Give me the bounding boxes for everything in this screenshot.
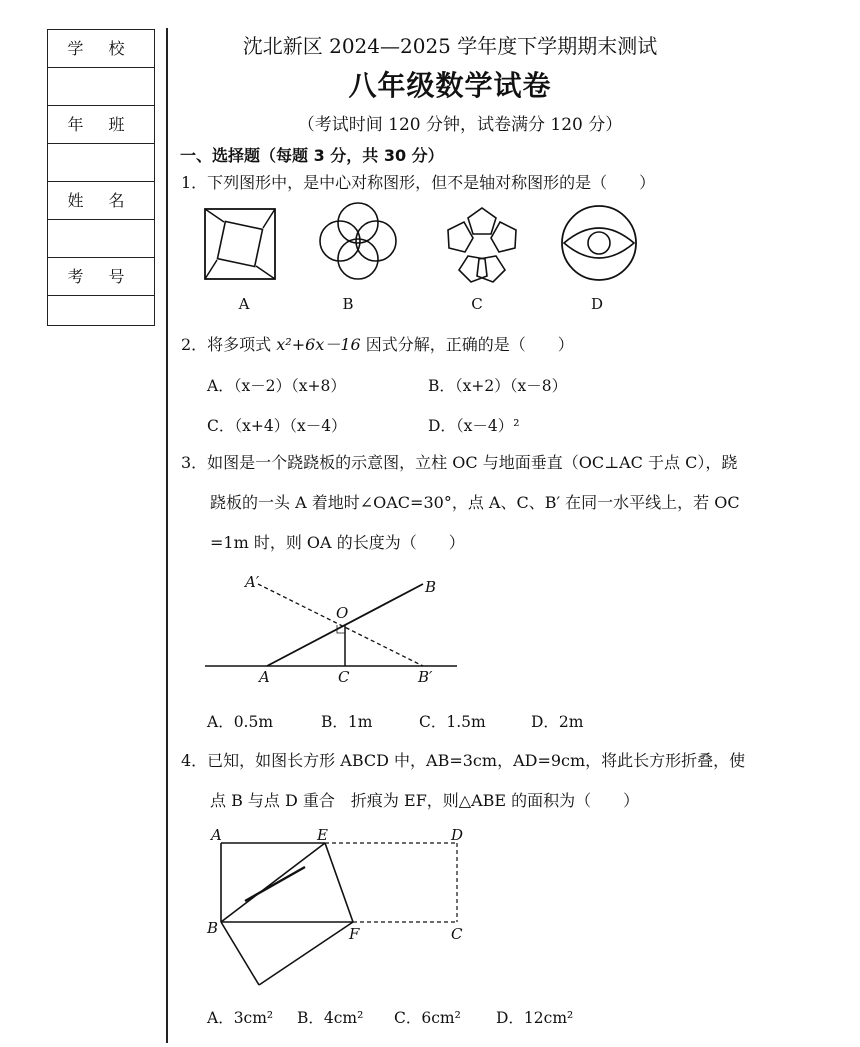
section-heading: 一、选择题（每题 3 分，共 30 分） [180, 146, 444, 165]
name-label: 姓 名 [48, 182, 154, 220]
page-title: 八年级数学试卷 [348, 69, 552, 102]
fig3-label-b-prime: B′ [418, 668, 433, 686]
name-field[interactable] [48, 220, 154, 258]
fig3-label-a: A [259, 668, 270, 686]
fig3-label-c: C [338, 668, 350, 686]
q1-label-d: D [590, 295, 604, 313]
school-label: 学 校 [48, 30, 154, 68]
q1-label-c: C [471, 295, 483, 313]
school-field[interactable] [48, 68, 154, 106]
fig4-label-d: D [451, 826, 464, 844]
question-4-line-2: 点 B 与点 D 重合 折痕为 EF，则△ABE 的面积为（ ） [210, 791, 640, 810]
q3-option-a[interactable]: A．0.5m [207, 713, 274, 731]
q1-figure-d-eye [559, 203, 639, 283]
fig4-label-b: B [207, 919, 219, 937]
q2-option-d[interactable]: D．（x－4）² [428, 417, 520, 435]
q4-option-d[interactable]: D．12cm² [496, 1009, 574, 1027]
rectangle-fold-figure [205, 825, 475, 995]
q1-label-b: B [342, 295, 354, 313]
q2-polynomial: x²+6x－16 [276, 335, 361, 354]
q2-stem-prefix: 2．将多项式 [181, 335, 277, 354]
fig4-label-c: C [451, 925, 463, 943]
binding-line [166, 28, 168, 1043]
q4-option-c[interactable]: C．6cm² [394, 1009, 461, 1027]
q4-option-b[interactable]: B．4cm² [297, 1009, 364, 1027]
q2-option-b[interactable]: B．（x+2）（x－8） [428, 377, 568, 395]
question-2-stem [181, 334, 574, 356]
q2-stem-suffix: 因式分解，正确的是（ ） [360, 335, 574, 354]
class-field[interactable] [48, 144, 154, 182]
exam-header: 沈北新区 2024—2025 学年度下学期期末测试 [242, 34, 658, 58]
question-3-line-1: 3．如图是一个跷跷板的示意图，立柱 OC 与地面垂直（OC⊥AC 于点 C），跷 [181, 453, 738, 472]
q4-option-a[interactable]: A．3cm² [207, 1009, 274, 1027]
question-3-line-2: 跷板的一头 A 着地时∠OAC=30°，点 A、C、B′ 在同一水平线上，若 OC [210, 493, 740, 512]
fig4-label-a: A [211, 826, 222, 844]
q3-option-b[interactable]: B．1m [321, 713, 373, 731]
fig3-label-b: B [425, 578, 437, 596]
q1-figure-c-pentagons [441, 204, 523, 284]
question-1-stem: 1．下列图形中，是中心对称图形，但不是轴对称图形的是（ ） [181, 173, 656, 192]
q1-figure-a-squares [202, 206, 278, 282]
exam-number-label: 考 号 [48, 258, 154, 296]
student-info-box [47, 29, 155, 326]
q1-figure-b-circles [317, 200, 399, 282]
q2-option-c[interactable]: C．（x+4）（x－4） [207, 417, 347, 435]
exam-number-field[interactable] [48, 296, 154, 333]
question-3-line-3: =1m 时，则 OA 的长度为（ ） [210, 533, 465, 552]
fig3-label-o: O [336, 604, 349, 622]
fig3-label-a-prime: A′ [245, 573, 260, 591]
class-label: 年 班 [48, 106, 154, 144]
q2-option-a[interactable]: A．（x－2）（x+8） [207, 377, 346, 395]
question-4-line-1: 4．已知，如图长方形 ABCD 中，AB=3cm，AD=9cm，将此长方形折叠，使 [181, 751, 746, 770]
fig4-label-f: F [349, 925, 360, 943]
exam-subtitle: （考试时间 120 分钟，试卷满分 120 分） [297, 115, 623, 135]
q3-option-d[interactable]: D．2m [531, 713, 584, 731]
q3-option-c[interactable]: C．1.5m [419, 713, 486, 731]
q1-label-a: A [238, 295, 250, 313]
fig4-label-e: E [317, 826, 328, 844]
